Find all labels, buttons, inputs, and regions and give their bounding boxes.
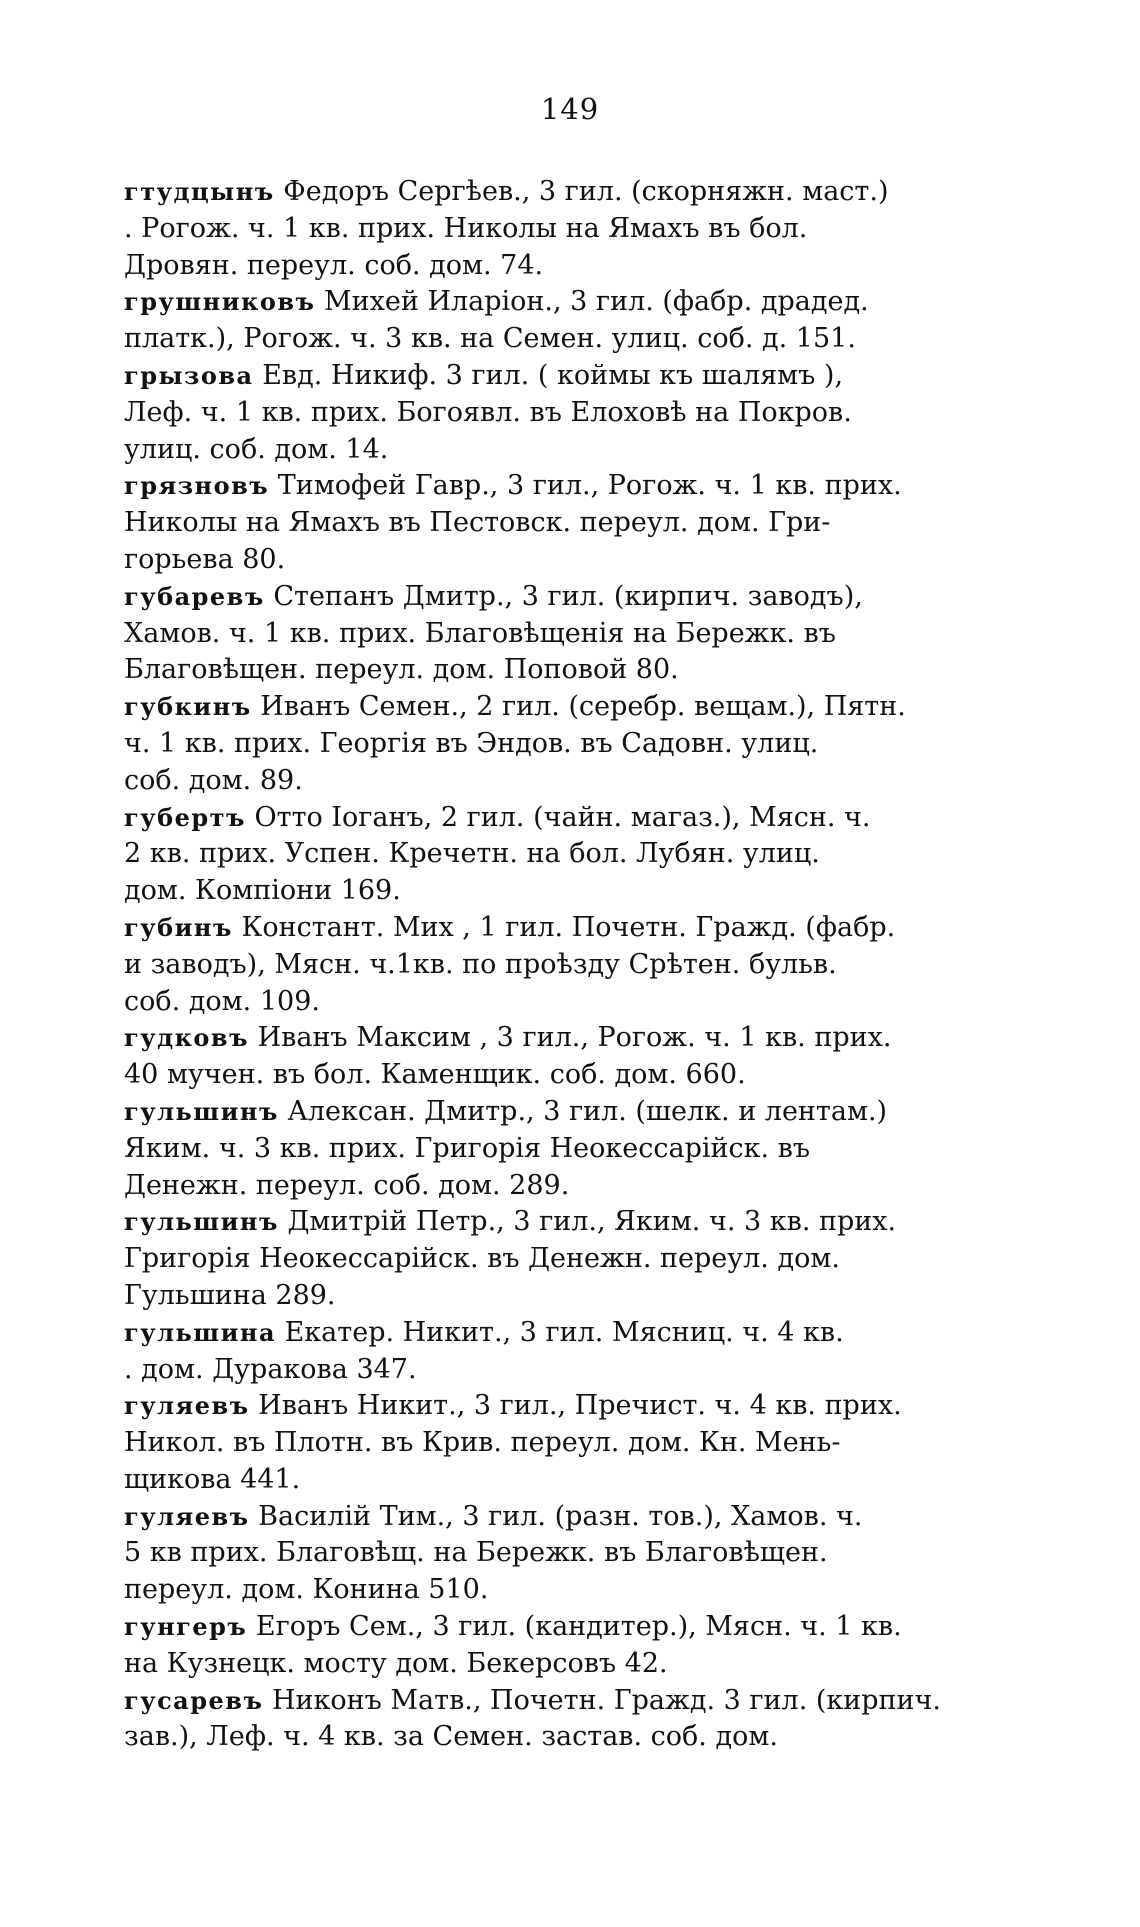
entry-text: Денежн. переул. соб. дом. 289. — [124, 1169, 570, 1201]
entry-text: Леф. ч. 1 кв. прих. Богоявл. въ Елоховѣ на Покров. — [124, 396, 852, 428]
entry-text: Григорія Неокессарійск. въ Денежн. переул. дом. — [124, 1243, 840, 1275]
entry-line — [124, 726, 1024, 763]
entry-text: переул. дом. Конина 510. — [124, 1574, 489, 1606]
directory-entry — [124, 910, 1024, 1020]
entry-line — [124, 1020, 1024, 1057]
entry-surname: гунгеръ — [124, 1612, 248, 1642]
entry-text: Иванъ Никит., 3 гил., Пречист. ч. 4 кв. прих. — [258, 1390, 902, 1422]
entry-line — [124, 1315, 1024, 1352]
entry-line — [124, 1609, 1024, 1646]
directory-entry — [124, 358, 1024, 468]
entry-text: дом. Компіони 169. — [124, 875, 401, 907]
entry-text: ч. 1 кв. прих. Георгія въ Эндов. въ Садовн. улиц. — [124, 727, 819, 759]
entry-text: соб. дом. 89. — [124, 764, 303, 796]
entry-line — [124, 1241, 1024, 1278]
entry-text: 2 кв. прих. Успен. Кречетн. на бол. Лубян. улиц. — [124, 838, 820, 870]
directory-entries — [124, 174, 1024, 1756]
entry-text: щикова 441. — [124, 1463, 301, 1495]
entry-text: Василій Тим., 3 гил. (разн. тов.), Хамов. ч. — [258, 1500, 863, 1532]
entry-text: Констант. Мих , 1 гил. Почетн. Гражд. (фабр. — [241, 911, 896, 943]
page-number: 149 — [540, 92, 600, 126]
directory-entry — [124, 1094, 1024, 1204]
entry-surname: губинъ — [124, 912, 233, 942]
directory-entry — [124, 1499, 1024, 1609]
entry-text: 5 кв прих. Благовѣщ. на Бережк. въ Благовѣщен. — [124, 1537, 828, 1569]
entry-line — [124, 800, 1024, 837]
entry-text: Егоръ Сем., 3 гил. (кандитер.), Мясн. ч. 1 кв. — [255, 1611, 902, 1643]
directory-entry — [124, 1609, 1024, 1683]
entry-surname: гуляевъ — [124, 1501, 250, 1531]
entry-line — [124, 1719, 1024, 1756]
entry-line — [124, 432, 1024, 469]
entry-text: . Рогож. ч. 1 кв. прих. Николы на Ямахъ въ бол. — [124, 212, 808, 244]
entry-line — [124, 1646, 1024, 1683]
entry-text: Никонъ Матв., Почетн. Гражд. 3 гил. (кирпич. — [271, 1684, 941, 1716]
entry-text: Никол. въ Плотн. въ Крив. переул. дом. Кн. Мень- — [124, 1427, 841, 1459]
entry-surname: губаревъ — [124, 581, 265, 611]
entry-surname: губкинъ — [124, 692, 252, 722]
entry-line — [124, 211, 1024, 248]
entry-surname: гульшинъ — [124, 1096, 279, 1126]
entry-text: Евд. Никиф. 3 гил. ( коймы къ шалямъ ), — [262, 359, 844, 391]
entry-surname: гтудцынъ — [124, 177, 275, 206]
entry-text: Михей Иларіон., 3 гил. (фабр. драдед. — [324, 286, 869, 318]
entry-text: . дом. Дуракова 347. — [124, 1353, 417, 1385]
entry-text: платк.), Рогож. ч. 3 кв. на Семен. улиц. соб. д. 151. — [124, 323, 856, 355]
entry-line — [124, 542, 1024, 579]
entry-line — [124, 468, 1024, 505]
entry-line — [124, 763, 1024, 800]
entry-line — [124, 616, 1024, 653]
entry-line — [124, 1499, 1024, 1536]
entry-text: Алексан. Дмитр., 3 гил. (шелк. и лентам.) — [287, 1095, 888, 1127]
entry-line — [124, 1094, 1024, 1131]
directory-entry — [124, 579, 1024, 689]
directory-entry — [124, 1315, 1024, 1389]
entry-line — [124, 1425, 1024, 1462]
entry-text: улиц. соб. дом. 14. — [124, 433, 389, 465]
entry-line — [124, 395, 1024, 432]
entry-text: горьева 80. — [124, 543, 286, 575]
entry-line — [124, 1278, 1024, 1315]
directory-entry — [124, 800, 1024, 910]
entry-surname: грязновъ — [124, 471, 270, 501]
entry-line — [124, 910, 1024, 947]
entry-surname: губертъ — [124, 802, 246, 832]
entry-line — [124, 689, 1024, 726]
directory-entry — [124, 1020, 1024, 1094]
entry-surname: гульшинъ — [124, 1207, 279, 1237]
entry-text: соб. дом. 109. — [124, 985, 320, 1017]
entry-text: Иванъ Максим , 3 гил., Рогож. ч. 1 кв. прих. — [257, 1022, 892, 1054]
directory-entry — [124, 689, 1024, 799]
entry-text: Гульшина 289. — [124, 1279, 336, 1311]
entry-text: Дмитрій Петр., 3 гил., Яким. ч. 3 кв. прих. — [287, 1206, 897, 1238]
entry-line — [124, 652, 1024, 689]
entry-line — [124, 1462, 1024, 1499]
entry-text: Екатер. Никит., 3 гил. Мясниц. ч. 4 кв. — [284, 1316, 844, 1348]
entry-line — [124, 284, 1024, 321]
entry-text: Дровян. переул. соб. дом. 74. — [124, 249, 544, 281]
entry-surname: гуляевъ — [124, 1391, 250, 1421]
entry-text: Николы на Ямахъ въ Пестовск. переул. дом. Гри- — [124, 507, 831, 539]
entry-line — [124, 1683, 1024, 1720]
entry-surname: грызова — [124, 360, 254, 390]
entry-line — [124, 1131, 1024, 1168]
entry-line — [124, 1057, 1024, 1094]
entry-text: 40 мучен. въ бол. Каменщик. соб. дом. 660. — [124, 1059, 746, 1091]
directory-entry — [124, 174, 1024, 284]
entry-surname: гульшина — [124, 1317, 276, 1347]
directory-entry — [124, 284, 1024, 358]
entry-text: на Кузнецк. мосту дом. Бекерсовъ 42. — [124, 1647, 668, 1679]
entry-line — [124, 984, 1024, 1021]
entry-line — [124, 836, 1024, 873]
entry-surname: гудковъ — [124, 1023, 249, 1053]
entry-line — [124, 579, 1024, 616]
entry-line — [124, 1572, 1024, 1609]
entry-surname: гусаревъ — [124, 1685, 264, 1715]
entry-line — [124, 248, 1024, 285]
directory-entry — [124, 1683, 1024, 1757]
entry-line — [124, 1535, 1024, 1572]
entry-line — [124, 1388, 1024, 1425]
entry-text: Федоръ Сергѣев., 3 гил. (скорняжн. маст.) — [283, 176, 889, 207]
entry-line — [124, 505, 1024, 542]
entry-line — [124, 947, 1024, 984]
entry-text: зав.), Леф. ч. 4 кв. за Семен. застав. соб. дом. — [124, 1721, 778, 1753]
entry-text: и заводъ), Мясн. ч.1кв. по проѣзду Срѣтен. бульв. — [124, 948, 837, 980]
entry-text: Благовѣщен. переул. дом. Поповой 80. — [124, 654, 679, 686]
directory-entry — [124, 1204, 1024, 1314]
entry-line — [124, 321, 1024, 358]
entry-text: Отто Іоганъ, 2 гил. (чайн. магаз.), Мясн. ч. — [254, 801, 871, 833]
entry-line — [124, 1204, 1024, 1241]
entry-text: Степанъ Дмитр., 3 гил. (кирпич. заводъ), — [273, 580, 863, 612]
entry-line — [124, 1168, 1024, 1205]
entry-surname: грушниковъ — [124, 287, 316, 317]
entry-text: Яким. ч. 3 кв. прих. Григорія Неокессарійск. въ — [124, 1132, 811, 1164]
entry-line — [124, 358, 1024, 395]
entry-line — [124, 1352, 1024, 1389]
directory-entry — [124, 468, 1024, 578]
directory-entry — [124, 1388, 1024, 1498]
entry-text: Хамов. ч. 1 кв. прих. Благовѣщенія на Бережк. въ — [124, 617, 836, 649]
entry-text: Тимофей Гавр., 3 гил., Рогож. ч. 1 кв. прих. — [277, 470, 902, 502]
entry-line — [124, 174, 1024, 211]
entry-text: Иванъ Семен., 2 гил. (серебр. вещам.), Пятн. — [260, 691, 906, 723]
entry-line — [124, 873, 1024, 910]
